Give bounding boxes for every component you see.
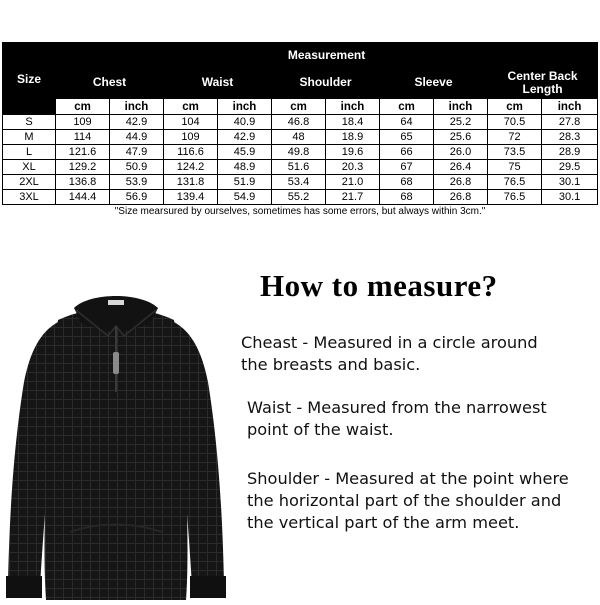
unit-header: inch: [218, 99, 272, 115]
size-cell: M: [3, 130, 56, 145]
value-cell: 40.9: [218, 115, 272, 130]
size-cell: 3XL: [3, 190, 56, 205]
shoulder-description-line: the horizontal part of the shoulder and: [247, 491, 562, 510]
table-body: [3, 115, 598, 205]
value-cell: 116.6: [164, 145, 218, 160]
sleeve-header: Sleeve: [380, 67, 488, 99]
unit-header: cm: [56, 99, 110, 115]
value-cell: 47.9: [110, 145, 164, 160]
waist-header: Waist: [164, 67, 272, 99]
value-cell: 21.0: [326, 175, 380, 190]
value-cell: 42.9: [110, 115, 164, 130]
table-row: [3, 190, 598, 205]
chest-description-line: the breasts and basic.: [241, 355, 421, 374]
unit-header: inch: [434, 99, 488, 115]
value-cell: 76.5: [488, 175, 542, 190]
value-cell: 55.2: [272, 190, 326, 205]
value-cell: 76.5: [488, 190, 542, 205]
waist-description-line: Waist - Measured from the narrowest: [247, 398, 547, 417]
value-cell: 72: [488, 130, 542, 145]
size-note: "Size mearsured by ourselves, sometimes has some errors, but always within 3cm.": [114, 206, 486, 217]
value-cell: 21.7: [326, 190, 380, 205]
sweatshirt-photo: [0, 282, 232, 600]
value-cell: 124.2: [164, 160, 218, 175]
value-cell: 139.4: [164, 190, 218, 205]
value-cell: 121.6: [56, 145, 110, 160]
value-cell: 68: [380, 190, 434, 205]
table-row: [3, 145, 598, 160]
value-cell: 20.3: [326, 160, 380, 175]
value-cell: 75: [488, 160, 542, 175]
unit-header: cm: [164, 99, 218, 115]
value-cell: 136.8: [56, 175, 110, 190]
value-cell: 54.9: [218, 190, 272, 205]
table-row: [3, 115, 598, 130]
unit-header: inch: [326, 99, 380, 115]
unit-header: inch: [110, 99, 164, 115]
value-cell: 30.1: [542, 175, 598, 190]
size-header: Size: [3, 43, 56, 115]
value-cell: 114: [56, 130, 110, 145]
value-cell: 48: [272, 130, 326, 145]
value-cell: 44.9: [110, 130, 164, 145]
unit-header: cm: [488, 99, 542, 115]
chest-description: [241, 332, 538, 376]
value-cell: 49.8: [272, 145, 326, 160]
unit-header: inch: [542, 99, 598, 115]
measurement-header: Measurement: [56, 43, 598, 67]
shoulder-description: [247, 468, 569, 534]
table-row: [3, 130, 598, 145]
size-cell: XL: [3, 160, 56, 175]
value-cell: 46.8: [272, 115, 326, 130]
value-cell: 51.6: [272, 160, 326, 175]
value-cell: 129.2: [56, 160, 110, 175]
value-cell: 25.2: [434, 115, 488, 130]
value-cell: 26.0: [434, 145, 488, 160]
chest-description-line: Cheast - Measured in a circle around: [241, 333, 538, 352]
value-cell: 28.9: [542, 145, 598, 160]
value-cell: 53.4: [272, 175, 326, 190]
value-cell: 26.4: [434, 160, 488, 175]
size-cell: S: [3, 115, 56, 130]
unit-header: cm: [272, 99, 326, 115]
shoulder-description-line: Shoulder - Measured at the point where: [247, 469, 569, 488]
shoulder-description-line: the vertical part of the arm meet.: [247, 513, 520, 532]
value-cell: 18.9: [326, 130, 380, 145]
value-cell: 29.5: [542, 160, 598, 175]
value-cell: 26.8: [434, 190, 488, 205]
value-cell: 51.9: [218, 175, 272, 190]
value-cell: 53.9: [110, 175, 164, 190]
value-cell: 64: [380, 115, 434, 130]
value-cell: 109: [164, 130, 218, 145]
value-cell: 66: [380, 145, 434, 160]
shoulder-header: Shoulder: [272, 67, 380, 99]
table-row: [3, 175, 598, 190]
waist-description-line: point of the waist.: [247, 420, 394, 439]
value-cell: 48.9: [218, 160, 272, 175]
value-cell: 19.6: [326, 145, 380, 160]
size-cell: 2XL: [3, 175, 56, 190]
value-cell: 18.4: [326, 115, 380, 130]
value-cell: 104: [164, 115, 218, 130]
waist-description: [247, 397, 547, 441]
center-back-length-header: Center Back Length: [488, 67, 598, 99]
value-cell: 131.8: [164, 175, 218, 190]
how-to-measure-title: How to measure?: [260, 268, 498, 303]
chest-header: Chest: [56, 67, 164, 99]
value-cell: 56.9: [110, 190, 164, 205]
value-cell: 73.5: [488, 145, 542, 160]
value-cell: 30.1: [542, 190, 598, 205]
value-cell: 70.5: [488, 115, 542, 130]
value-cell: 67: [380, 160, 434, 175]
value-cell: 45.9: [218, 145, 272, 160]
value-cell: 42.9: [218, 130, 272, 145]
value-cell: 50.9: [110, 160, 164, 175]
size-cell: L: [3, 145, 56, 160]
value-cell: 109: [56, 115, 110, 130]
value-cell: 26.8: [434, 175, 488, 190]
size-chart-table: [2, 42, 598, 219]
table-row: [3, 160, 598, 175]
value-cell: 144.4: [56, 190, 110, 205]
value-cell: 27.8: [542, 115, 598, 130]
value-cell: 28.3: [542, 130, 598, 145]
value-cell: 68: [380, 175, 434, 190]
value-cell: 65: [380, 130, 434, 145]
value-cell: 25.6: [434, 130, 488, 145]
unit-header: cm: [380, 99, 434, 115]
